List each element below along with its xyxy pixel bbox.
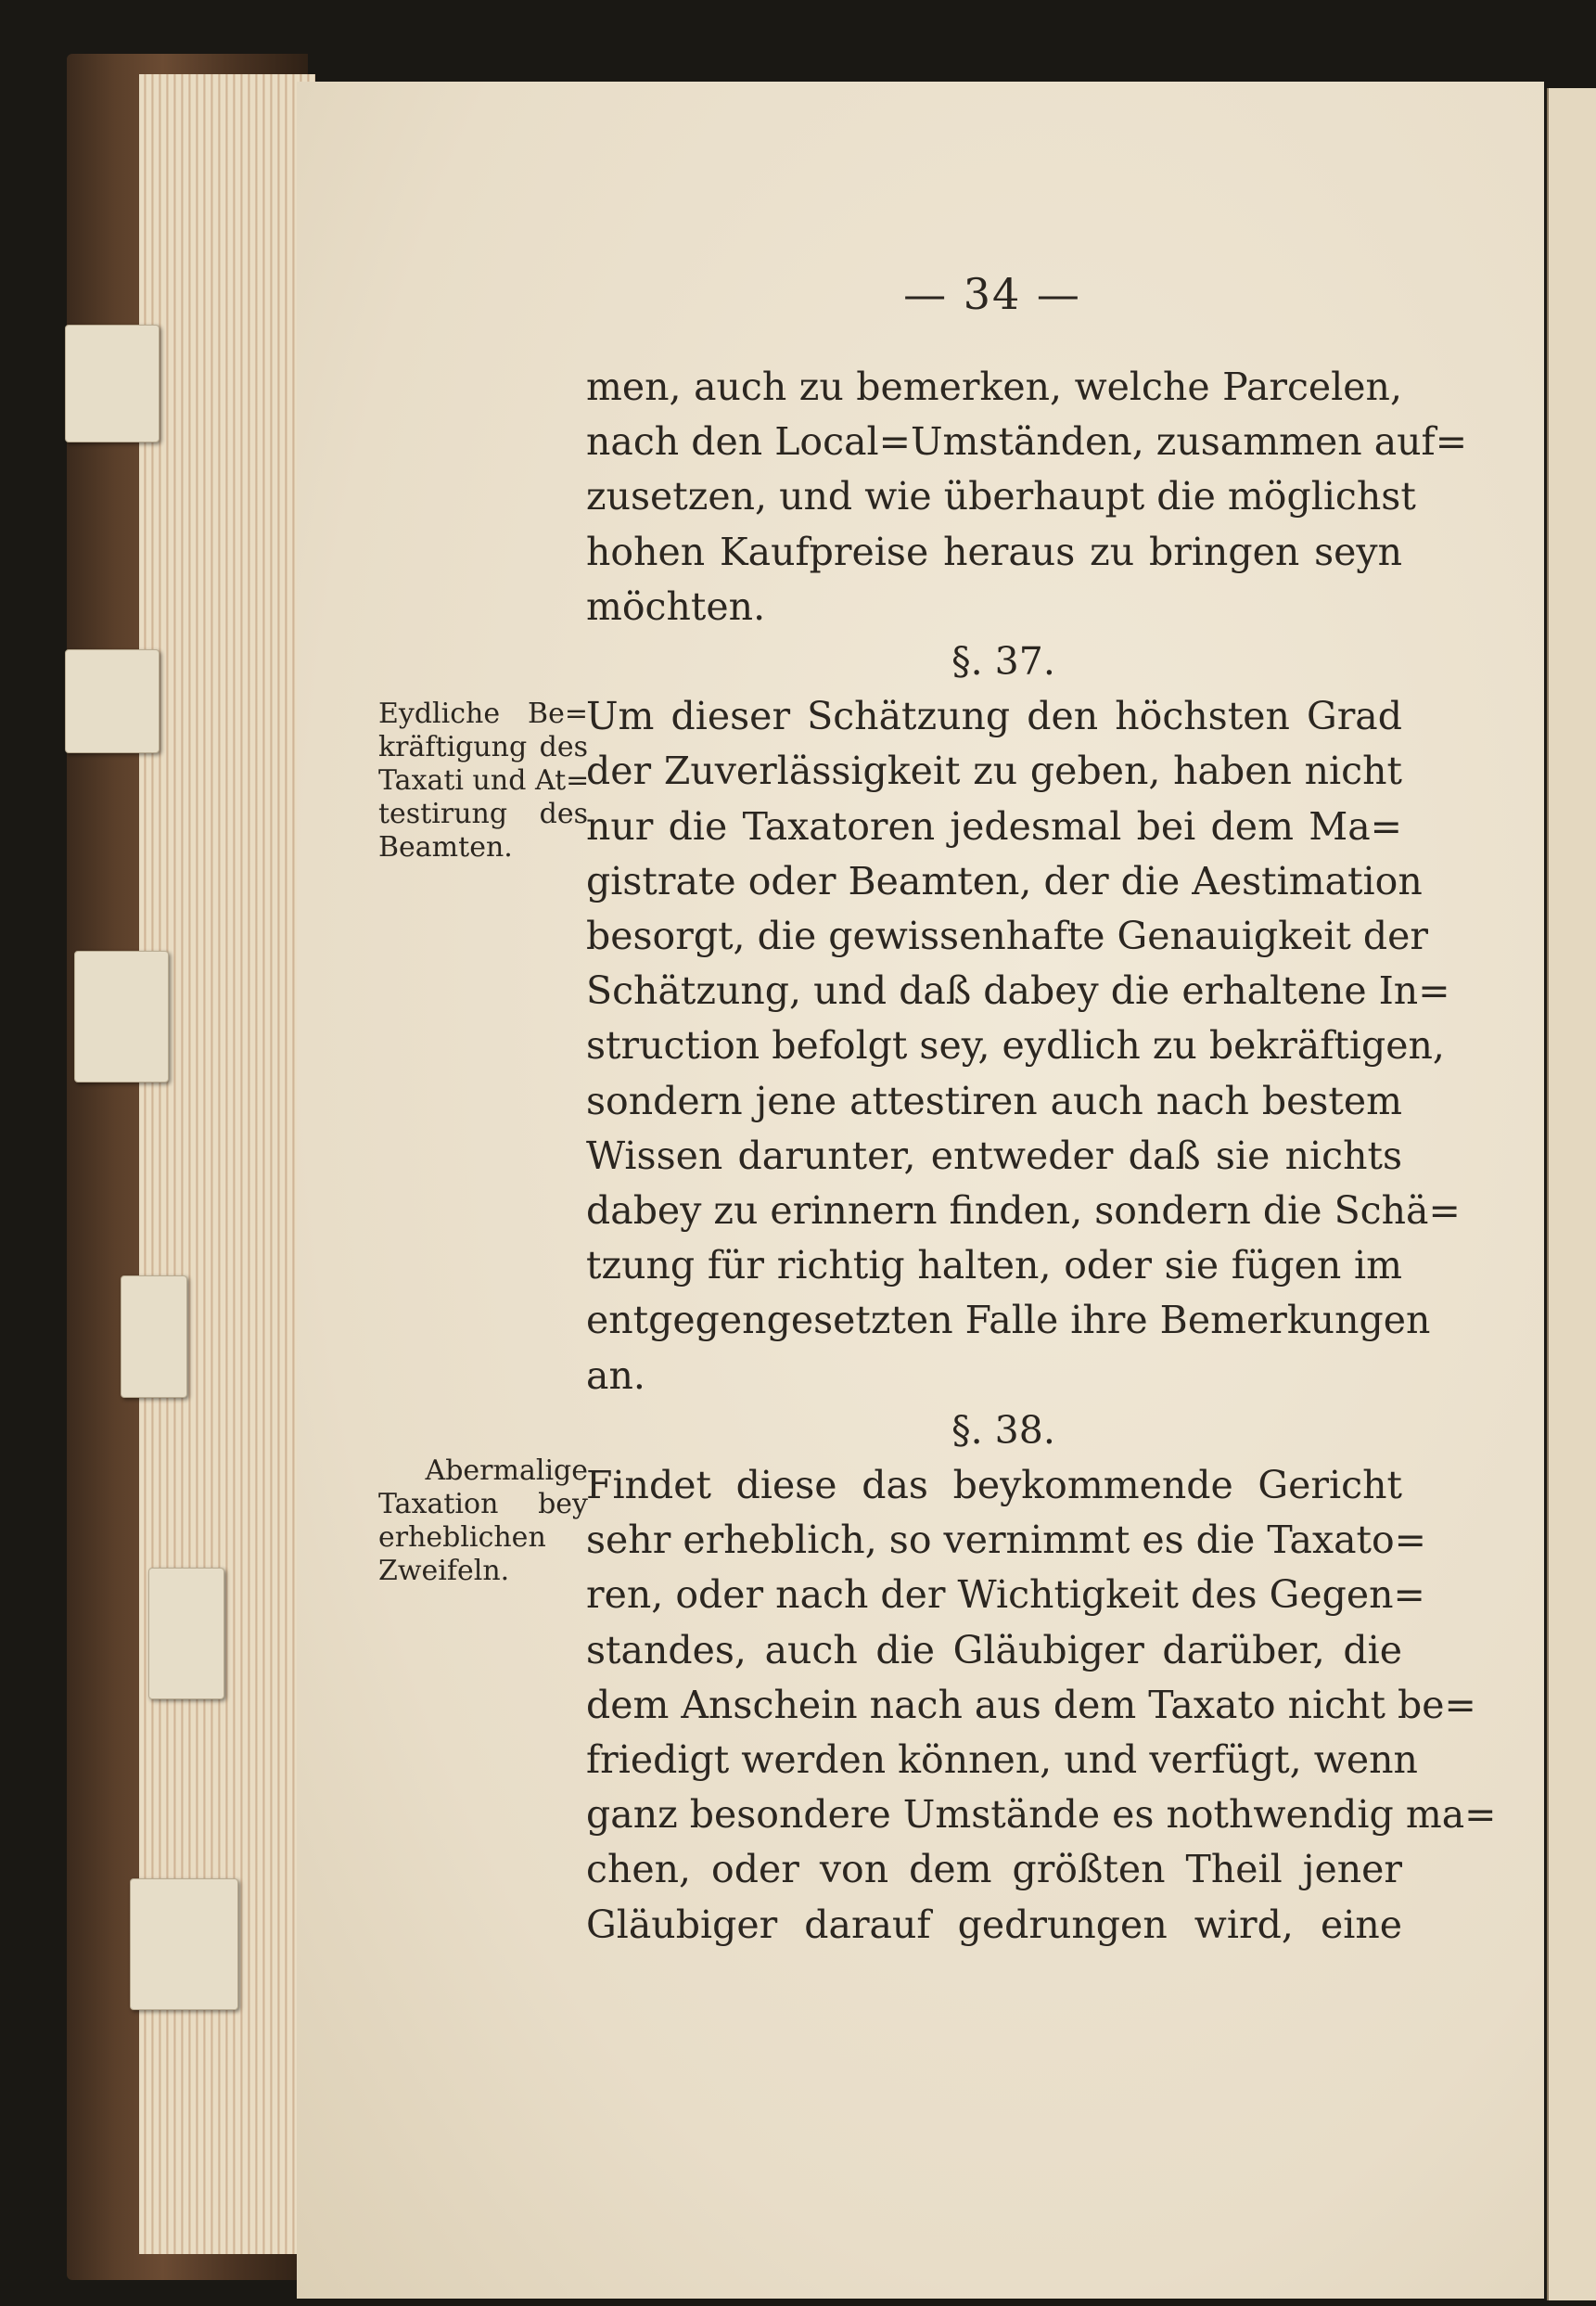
text-line: der Zuverlässigkeit zu geben, haben nicht: [586, 749, 1402, 794]
marginal-line: Eydliche Be=: [378, 698, 588, 730]
index-tab: [148, 1568, 224, 1699]
facing-page-edge: [1547, 88, 1596, 2300]
marginal-line: Abermalige: [425, 1454, 588, 1487]
text-line: dabey zu erinnern finden, sondern die Schä=: [586, 1188, 1461, 1234]
page-number-header: — 34 —: [903, 269, 1081, 319]
marginal-line: kräftigung des: [378, 731, 588, 763]
marginal-line: Beamten.: [378, 831, 513, 864]
section-heading: §. 37.: [951, 639, 1055, 685]
text-line: chen, oder von dem größten Theil jener: [586, 1847, 1402, 1892]
text-line: gistrate oder Beamten, der die Aestimation: [586, 858, 1423, 903]
marginal-line: testirung des: [378, 798, 588, 830]
index-tab: [121, 1275, 187, 1398]
text-line: entgegengesetzten Falle ihre Bemerkungen: [586, 1298, 1431, 1343]
index-tab: [65, 649, 160, 753]
text-line: sondern jene attestiren auch nach bestem: [586, 1078, 1402, 1123]
text-line: friedigt werden können, und verfügt, wenn: [586, 1737, 1418, 1783]
text-line: Wissen darunter, entweder daß sie nichts: [586, 1133, 1402, 1178]
text-line: hohen Kaufpreise heraus zu bringen seyn: [586, 529, 1402, 574]
index-tab: [74, 951, 169, 1083]
text-line: Um dieser Schätzung den höchsten Grad: [586, 694, 1402, 739]
body-text: [586, 360, 1497, 1953]
index-tab: [65, 325, 160, 442]
text-line: Gläubiger darauf gedrungen wird, eine: [586, 1902, 1402, 1947]
text-line: dem Anschein nach aus dem Taxato nicht be=: [586, 1682, 1476, 1727]
text-line: men, auch zu bemerken, welche Parcelen,: [586, 365, 1402, 409]
marginal-line: erheblichen: [378, 1521, 546, 1554]
section-heading: §. 38.: [951, 1407, 1055, 1453]
text-line: Schätzung, und daß dabey die erhaltene In=: [586, 968, 1450, 1014]
text-line: nach den Local=Umständen, zusammen auf=: [586, 419, 1468, 465]
text-line: zusetzen, und wie überhaupt die möglichst: [586, 474, 1416, 519]
text-line: ren, oder nach der Wichtigkeit des Gegen=: [586, 1572, 1425, 1618]
marginal-line: Taxation bey: [378, 1488, 588, 1520]
text-line: besorgt, die gewissenhafte Genauigkeit der: [586, 914, 1429, 959]
text-line: nur die Taxatoren jedesmal bei dem Ma=: [586, 803, 1402, 849]
text-line: sehr erheblich, so vernimmt es die Taxato=: [586, 1518, 1427, 1563]
marginal-note: [378, 1454, 588, 1588]
index-tab: [130, 1878, 238, 2010]
marginal-line: Zweifeln.: [378, 1555, 510, 1587]
text-line: an.: [586, 1352, 645, 1398]
text-line: ganz besondere Umstände es nothwendig ma=: [586, 1792, 1497, 1838]
text-line: Findet diese das beykommende Gericht: [586, 1463, 1402, 1508]
text-line: struction befolgt sey, eydlich zu bekräftigen,: [586, 1023, 1445, 1069]
marginal-line: Taxati und At=: [378, 764, 590, 797]
text-line: möchten.: [586, 583, 766, 629]
text-line: tzung für richtig halten, oder sie fügen im: [586, 1243, 1402, 1288]
text-line: standes, auch die Gläubiger darüber, die: [586, 1627, 1402, 1672]
marginal-note: [378, 698, 588, 865]
